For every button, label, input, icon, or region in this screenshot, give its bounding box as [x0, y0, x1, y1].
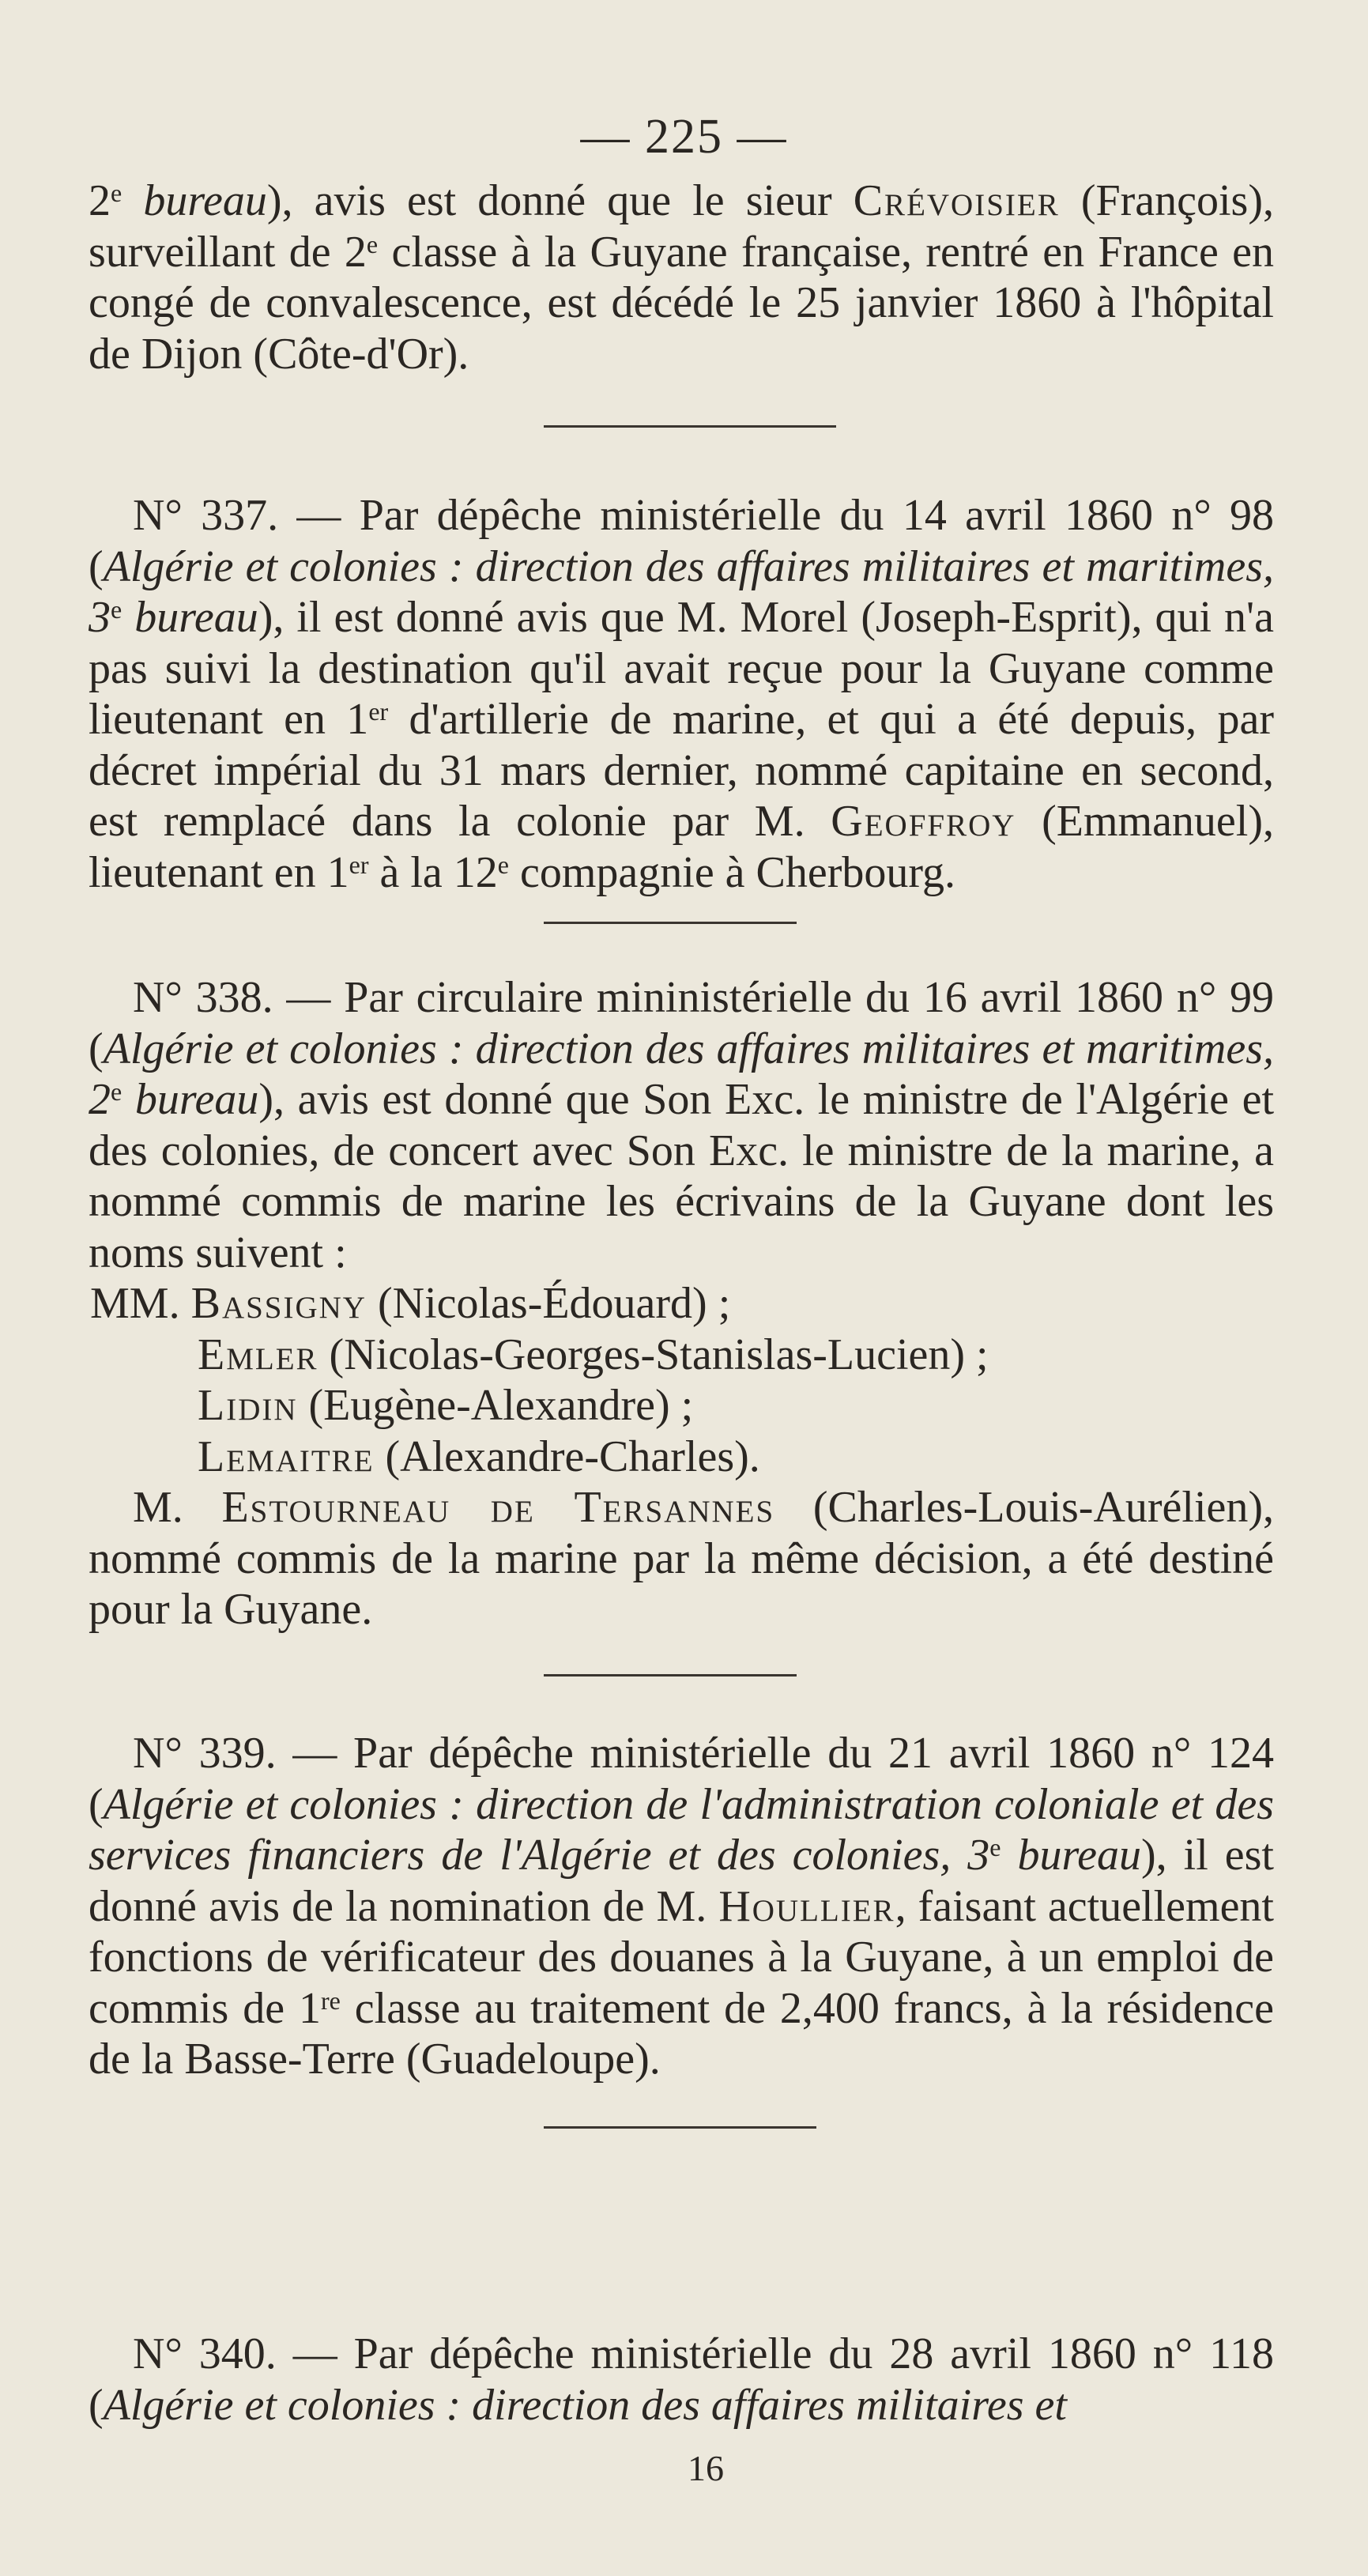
section-divider [544, 425, 836, 428]
notice-337 [89, 490, 1274, 898]
section-divider [544, 1674, 797, 1676]
list-item: Lemaitre (Alexandre-Charles). [198, 1431, 760, 1481]
names-list [90, 1278, 1274, 1482]
paragraph-text: N° 337. — Par dépêche ministérielle du 14 avril 1860 n° 98 (Algérie et colonies : direction des affaires militaires et maritimes, 3e bureau), il est donné avis que M. Morel (Joseph-Esprit), qui n'a pas suivi la destination qu'il avait reçue pour la Guyane comme lieutenant en 1er d'artillerie de marine, et qui a été depuis, par décret impérial du 31 mars dernier, nommé capitaine en second, est remplacé dans la colonie par M. Geoffroy (Emmanuel), lieutenant en 1er à la 12e compagnie à Cherbourg. [89, 491, 1274, 897]
list-item: Emler (Nicolas-Georges-Stanislas-Lucien) ; [198, 1329, 989, 1379]
section-divider [544, 922, 797, 924]
paragraph-text: N° 339. — Par dépêche ministérielle du 21 avril 1860 n° 124 (Algérie et colonies : direction de l'administration coloniale et des services financiers de l'Algérie et des colonies, 3e bureau), il est donné avis de la nomination de M. Houllier, faisant actuellement fonctions de vérificateur des douanes à la Guyane, à un emploi de commis de 1re classe au traitement de 2,400 francs, à la résidence de la Basse-Terre (Guadeloupe). [89, 1729, 1275, 2084]
list-item: Lidin (Eugène-Alexandre) ; [198, 1381, 694, 1430]
person-name: Estourneau de Tersannes [221, 1483, 775, 1532]
paragraph-text: M. Estourneau de Tersannes (Charles-Louis-Aurélien), nommé commis de la marine par la même décision, a été destiné pour la Guyane. [89, 1483, 1275, 1634]
page-number: — 225 — [580, 110, 788, 164]
person-name: Geoffroy [831, 797, 1016, 846]
signature-mark: 16 [688, 2448, 724, 2488]
list-item: MM. Bassigny (Nicolas-Édouard) ; [90, 1279, 731, 1328]
person-name: Crévoisier [853, 176, 1060, 225]
section-divider [544, 2126, 816, 2129]
notice-340 [89, 2329, 1274, 2431]
notice-338 [89, 972, 1274, 1635]
paragraph-text: N° 338. — Par circulaire mininistérielle du 16 avril 1860 n° 99 (Algérie et colonies : direction des affaires militaires et maritimes, 2e bureau), avis est donné que Son Exc. le ministre de l'Algérie et des colonies, de concert avec Son Exc. le ministre de la marine, a nommé commis de marine les écrivains de la Guyane dont les noms suivent : [89, 973, 1274, 1277]
notice-339 [89, 1728, 1274, 2085]
paragraph-continuation [89, 175, 1274, 379]
paragraph-text: N° 340. — Par dépêche ministérielle du 28 avril 1860 n° 118 (Algérie et colonies : direction des affaires militaires et [89, 2329, 1274, 2430]
person-name: Houllier [718, 1881, 895, 1931]
paragraph-text: 2e bureau), avis est donné que le sieur Crévoisier (François), surveillant de 2e classe à la Guyane française, rentré en France en congé de convalescence, est décédé le 25 janvier 1860 à l'hôpital de Dijon (Côte-d'Or). [89, 176, 1274, 379]
